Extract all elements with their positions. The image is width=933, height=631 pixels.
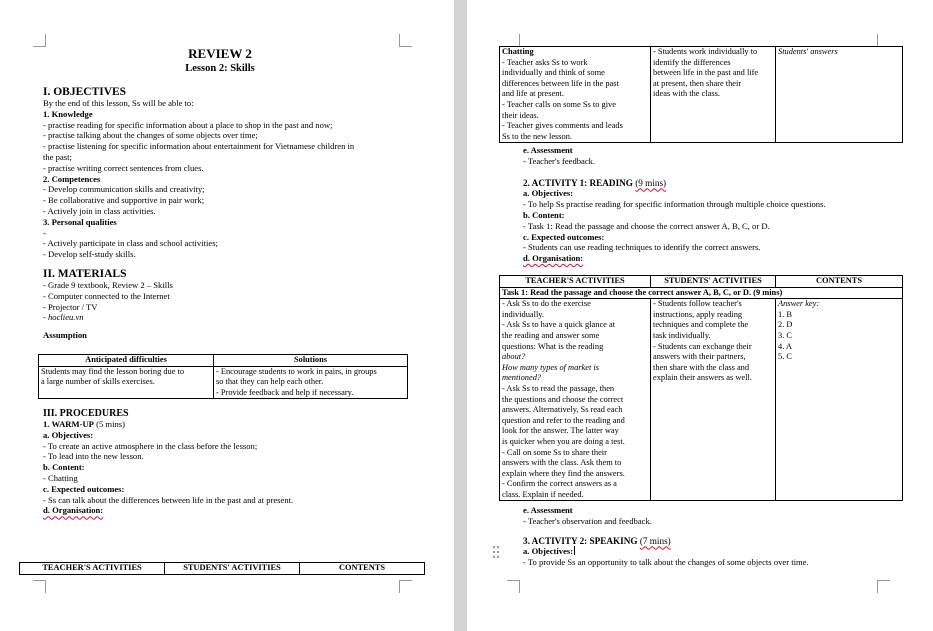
warmup-activity-table-header — [19, 562, 425, 575]
warmup-objective-item: - To create an active atmosphere in the class before the lesson; — [43, 440, 258, 451]
reading-task-row: Task 1: Read the passage and choose the correct answer A, B, C, or D. (9 mins) — [500, 287, 903, 299]
activity-1-outcomes-heading: c. Expected outcomes: — [523, 231, 605, 242]
reading-teacher-line: about? — [502, 352, 526, 362]
answer-key-cell — [776, 299, 903, 501]
reading-teacher-line: class. Explain if needed. — [502, 489, 584, 499]
page1-body — [43, 86, 408, 341]
warmup-objective-item: - To lead into the new lesson. — [43, 451, 144, 462]
activity-1-time: (9 mins) — [635, 177, 667, 188]
activity-1-organisation-heading: d. Organisation: — [523, 253, 584, 264]
chat-contents-cell — [776, 47, 903, 143]
competence-item: - Be collaborative and supportive in pair work; — [43, 195, 205, 206]
warmup-objectives-heading: a. Objectives: — [43, 429, 94, 440]
reading-teacher-line: the questions and choose the correct — [502, 394, 624, 404]
page2-activity2-section — [523, 505, 903, 568]
reading-teacher-line: - Confirm the correct answers as a — [502, 479, 617, 489]
document-title: REVIEW 2 — [188, 46, 252, 61]
assessment-2-heading: e. Assessment — [523, 505, 573, 515]
answer-key-item: 2. D — [778, 320, 793, 330]
solution-cell — [214, 366, 408, 399]
document-subtitle: Lesson 2: Skills — [185, 63, 255, 74]
chat-teacher-line: individually and think of some — [502, 68, 605, 78]
reading-student-line: then share with the class and — [653, 362, 750, 372]
reading-teacher-line: individually. — [502, 309, 545, 319]
chat-teacher-line: their ideas. — [502, 110, 539, 120]
chat-teacher-cell — [500, 47, 651, 143]
warmup-content-item: - Chatting — [43, 472, 78, 483]
reading-teacher-line: mentioned? — [502, 373, 542, 383]
procedures-heading: III. PROCEDURES — [43, 408, 129, 419]
knowledge-item: - practise listening for specific information about entertainment for Vietnamese children in — [43, 141, 355, 152]
activity-2-objectives-list — [523, 557, 903, 568]
chat-student-line: between life in the past and life — [653, 68, 759, 78]
warmup-outcomes-list — [43, 495, 408, 506]
chat-teacher-line: Ss to the new lesson. — [502, 131, 573, 141]
activity-2-heading: 3. ACTIVITY 2: SPEAKING — [523, 535, 638, 546]
activity-1-objectives-list — [523, 199, 903, 210]
objectives-heading: I. OBJECTIVES — [43, 86, 127, 98]
page-gap — [454, 0, 467, 631]
assumption-header-solutions: Solutions — [214, 355, 408, 367]
reading-teacher-line: - Ask Ss to have a quick glance at — [502, 320, 616, 330]
materials-list — [43, 280, 408, 323]
activity-1-content-list — [523, 221, 903, 232]
reading-student-line: - Students follow teacher's — [653, 299, 742, 309]
material-item: - hoclieu.vn — [43, 312, 84, 323]
objectives-intro: By the end of this lesson, Ss will be able to: — [43, 98, 194, 108]
reading-student-line: explain their answers as well. — [653, 373, 752, 383]
reading-teacher-line: How many types of market is — [502, 362, 599, 372]
page2-activity1-section — [523, 145, 903, 264]
activity-2-objective-item: - To provide Ss an opportunity to talk about the changes of some objects over time. — [523, 557, 809, 568]
knowledge-item: - practise talking about the changes of some objects over time; — [43, 130, 258, 141]
reading-student-cell — [651, 299, 776, 501]
reading-student-line: answers with their partners, — [653, 352, 746, 362]
assessment-1-item: - Teacher's feedback. — [523, 155, 596, 166]
chat-teacher-line: Chatting — [502, 47, 534, 56]
assumption-table — [38, 354, 408, 399]
solution-line: so that they can help each other. — [216, 377, 324, 387]
activity-1-objectives-heading: a. Objectives: — [523, 188, 574, 199]
warmup-time: (5 mins) — [96, 419, 125, 429]
chat-student-line: identify the differences — [653, 57, 731, 67]
procedures-section — [43, 408, 408, 516]
material-item: - Projector / TV — [43, 301, 98, 312]
solution-line: - Provide feedback and help if necessary. — [216, 387, 354, 397]
activity-1-outcomes-list — [523, 242, 903, 253]
activity-2-objectives-heading: a. Objectives: — [523, 546, 574, 557]
knowledge-item: - practise reading for specific information about a place to shop in the past and now; — [43, 119, 333, 130]
reading-header-teacher: TEACHER'S ACTIVITIES — [500, 276, 651, 288]
activity-1-objective-item: - To help Ss practise reading for specific information through multiple choice questions. — [523, 199, 826, 210]
warmup-objectives-list — [43, 441, 408, 463]
chat-teacher-line: - Teacher asks Ss to work — [502, 57, 588, 67]
difficulty-line: Students may find the lesson boring due to — [41, 366, 185, 376]
assessment-2-item: - Teacher's observation and feedback. — [523, 515, 652, 526]
personal-quality-item: - — [43, 227, 46, 238]
chat-teacher-line: - Teacher calls on some Ss to give — [502, 99, 616, 109]
answer-key-list — [778, 310, 900, 363]
drag-handle[interactable] — [493, 546, 501, 560]
chat-teacher-line: and life at present. — [502, 89, 564, 99]
answer-key-item: 5. C — [778, 352, 792, 362]
warmup-outcomes-heading: c. Expected outcomes: — [43, 483, 125, 494]
difficulty-cell — [39, 366, 214, 399]
activity-1-content-heading: b. Content: — [523, 209, 565, 220]
chat-student-line: at present, then share their — [653, 78, 742, 88]
personal-qualities-list — [43, 228, 408, 260]
reading-teacher-line: - Ask Ss to do the exercise — [502, 299, 591, 309]
knowledge-item: - practise writing correct sentences from clues. — [43, 162, 204, 173]
difficulty-line: a large number of skills exercises. — [41, 377, 155, 387]
personal-quality-item: - Actively participate in class and school activities; — [43, 238, 218, 249]
reading-student-line: task individually. — [653, 330, 711, 340]
answer-key-item: 4. A — [778, 341, 792, 351]
reading-activity-table — [499, 275, 903, 501]
warmup-content-list — [43, 473, 408, 484]
crop-mark-bottom-left — [507, 580, 520, 593]
header-contents: CONTENTS — [300, 563, 425, 575]
assumption-heading: Assumption — [43, 330, 87, 341]
reading-student-line: - Students can exchange their — [653, 341, 752, 351]
competence-item: - Develop communication skills and creativity; — [43, 184, 205, 195]
warmup-organisation-heading: d. Organisation: — [43, 505, 104, 516]
header-teacher-activities: TEACHER'S ACTIVITIES — [20, 563, 165, 575]
reading-header-students: STUDENTS' ACTIVITIES — [651, 276, 776, 288]
reading-student-line: techniques and complete the — [653, 320, 749, 330]
header-students-activities: STUDENTS' ACTIVITIES — [165, 563, 300, 575]
assumption-header-difficulties: Anticipated difficulties — [39, 355, 214, 367]
chat-student-line: ideas with the class. — [653, 89, 720, 99]
chat-contents-line: Students' answers — [778, 47, 838, 56]
activity-2-time: (7 mins) — [639, 535, 671, 546]
material-item: - Computer connected to the Internet — [43, 290, 170, 301]
personal-qualities-heading: 3. Personal qualities — [43, 216, 117, 227]
solution-line: - Encourage students to work in pairs, in groups — [216, 366, 377, 376]
knowledge-list — [43, 120, 408, 174]
knowledge-item: the past; — [43, 151, 72, 162]
reading-teacher-line: look for the answer. The latter way — [502, 426, 619, 436]
reading-teacher-cell — [500, 299, 651, 501]
warmup-heading: 1. WARM-UP — [43, 419, 94, 429]
materials-heading: II. MATERIALS — [43, 267, 127, 280]
chat-teacher-line: - Teacher gives comments and leads — [502, 121, 623, 131]
reading-teacher-line: question and refer to the reading and — [502, 415, 625, 425]
assessment-1-list — [523, 156, 903, 167]
activity-1-content-item: - Task 1: Read the passage and choose the correct answer A, B, C, or D. — [523, 220, 770, 231]
chatting-activity-table — [499, 46, 903, 143]
chat-student-line: - Students work individually to — [653, 47, 758, 56]
personal-quality-item: - Develop self-study skills. — [43, 249, 136, 260]
reading-student-line: instructions, apply reading — [653, 309, 743, 319]
document-page-2[interactable] — [467, 0, 933, 631]
activity-1-outcome-item: - Students can use reading techniques to identify the correct answers. — [523, 242, 761, 253]
competence-item: - Actively join in class activities. — [43, 205, 156, 216]
warmup-content-heading: b. Content: — [43, 462, 85, 473]
document-page-1[interactable] — [0, 0, 454, 631]
reading-teacher-line: questions: What is the reading — [502, 341, 604, 351]
crop-mark-bottom-left — [33, 580, 46, 593]
chat-student-cell — [651, 47, 776, 143]
reading-teacher-line: - Call on some Ss to share their — [502, 447, 607, 457]
reading-teacher-line: is quicker when you are doing a test. — [502, 436, 625, 446]
answer-key-heading: Answer key: — [778, 299, 820, 309]
competences-heading: 2. Competences — [43, 173, 101, 184]
crop-mark-bottom-right — [399, 580, 412, 593]
knowledge-heading: 1. Knowledge — [43, 108, 93, 119]
activity-1-heading: 2. ACTIVITY 1: READING — [523, 177, 633, 188]
crop-mark-bottom-right — [877, 580, 890, 593]
answer-key-item: 1. B — [778, 309, 792, 319]
reading-teacher-line: - Ask Ss to read the passage, then — [502, 383, 615, 393]
material-item: - Grade 9 textbook, Review 2 – Skills — [43, 279, 173, 290]
assessment-2-list — [523, 516, 903, 527]
reading-teacher-line: answers with the class. Ask them to — [502, 458, 622, 468]
reading-teacher-line: explain where they find the answers. — [502, 468, 625, 478]
assessment-1-heading: e. Assessment — [523, 145, 573, 155]
chat-teacher-line: differences between life in the past — [502, 78, 619, 88]
reading-teacher-line: the reading and answer some — [502, 330, 600, 340]
answer-key-item: 3. C — [778, 330, 792, 340]
text-cursor — [574, 546, 575, 555]
reading-teacher-line: answers. Alternatively, Ss read each — [502, 405, 623, 415]
reading-header-contents: CONTENTS — [776, 276, 903, 288]
warmup-outcome-item: - Ss can talk about the differences between life in the past and at present. — [43, 494, 294, 505]
competences-list — [43, 184, 408, 216]
